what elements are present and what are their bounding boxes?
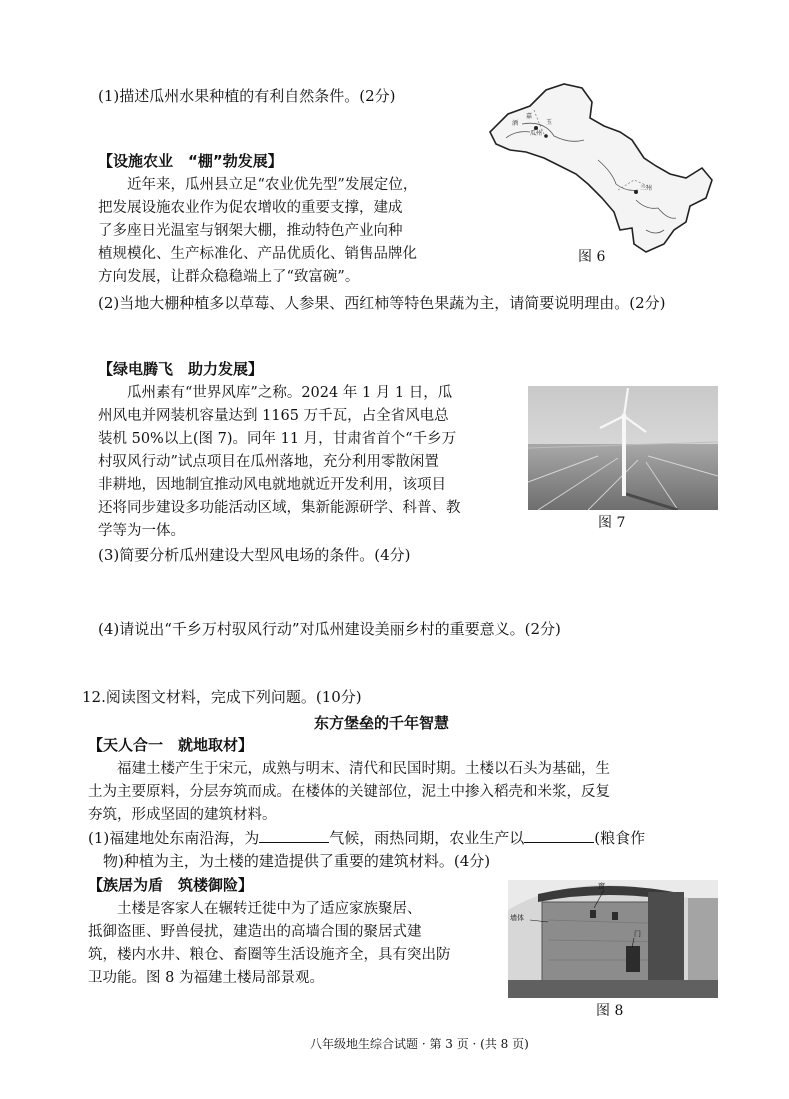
figure-8-photo [508,880,718,998]
fig8-label-window: 窗 [598,882,605,890]
gansu-map-image [486,80,716,260]
question-1: (1)描述瓜州水果种植的有利自然条件。(2分) [98,87,396,105]
figure-7-caption: 图 7 [598,515,626,531]
figure-6-caption: 图 6 [578,249,606,265]
map-label-jia: 嘉 [526,113,533,120]
figure-6-map [486,80,716,265]
question-12-1: (1)福建地处东南沿海，为 气候，雨热同期，农业生产以 (粮食作 [88,826,645,849]
section-heading-tianren: 【天人合一 就地取材】 [88,736,254,754]
section-heading-greenhouse: 【设施农业 “棚”勃发展】 [98,152,283,170]
section-heading-zuju: 【族居为盾 筑楼御险】 [88,876,254,894]
answer-blank-climate[interactable] [259,826,329,843]
map-label-yu: 玉 [546,119,553,126]
section-text-zuju: 土楼是客家人在辗转迁徙中为了适应家族聚居、 抵御盗匪、野兽侵扰，建造出的高墙合围的聚居式建 筑，楼内水井、粮仓、畜圈等生活设施齐全，具有突出防 卫功能。图 8 为福建土楼局部景观。 [88,901,451,986]
fig8-label-wall: 墙体 [510,914,524,922]
section-text-tianren: 福建土楼产生于宋元，成熟与明末、清代和民国时期。土楼以石头为基础，生 土为主要原料，分层夯筑而成。在楼体的关键部位，泥土中掺入稻壳和米浆，反复 夯筑，形成坚固的建筑材料。 [88,761,610,823]
question-12-title: 东方堡垒的千年智慧 [314,714,450,732]
map-label-jiu: 酒 [512,120,519,127]
section-text-greenhouse: 近年来，瓜州县立足“农业优先型”发展定位， 把发展设施农业作为促农增收的重要支撑，建成 了多座日光温室与钢架大棚，推动特色产业向种 植规模化、生产标准化、产品优质化、销售品牌化 方向发展，让群众稳稳端上了“致富碗”。 [98,177,418,285]
question-3: (3)简要分析瓜州建设大型风电场的条件。(4分) [98,546,411,564]
question-2: (2)当地大棚种植多以草莓、人参果、西红柿等特色果蔬为主，请简要说明理由。(2分) [98,294,666,312]
fig8-label-door: 门 [634,930,641,938]
page-footer: 八年级地生综合试题 · 第 3 页 · (共 8 页) [310,1037,529,1051]
map-label-lanzhou: 兰州 [640,185,653,192]
question-4: (4)请说出“千乡万村驭风行动”对瓜州建设美丽乡村的重要意义。(2分) [98,620,561,638]
map-label-guazhou: 瓜州 [530,130,543,137]
figure-8-caption: 图 8 [596,1003,624,1019]
section-text-wind: 瓜州素有“世界风库”之称。2024 年 1 月 1 日，瓜 州风电并网装机容量达到 1165 万千瓦，占全省风电总 装机 50%以上(图 7)。同年 11 月，甘肃省首个“千乡万 村驭风行动”试点项目在瓜州落地，充分利用零散闲置 非耕地，因地制宜推动风电就地就近开发利用，该项目 还将同步建设多功能活动区域，集新能源研学、科普、教 学等为一体。 [98,385,461,539]
question-12: 12.阅读图文材料，完成下列问题。(10分) [82,688,362,706]
section-heading-wind: 【绿电腾飞 助力发展】 [98,360,264,378]
figure-7-photo [528,386,718,510]
question-12-1-line2: 物)种植为主，为土楼的建造提供了重要的建筑材料。(4分) [88,852,491,870]
answer-blank-crop[interactable] [524,826,594,843]
